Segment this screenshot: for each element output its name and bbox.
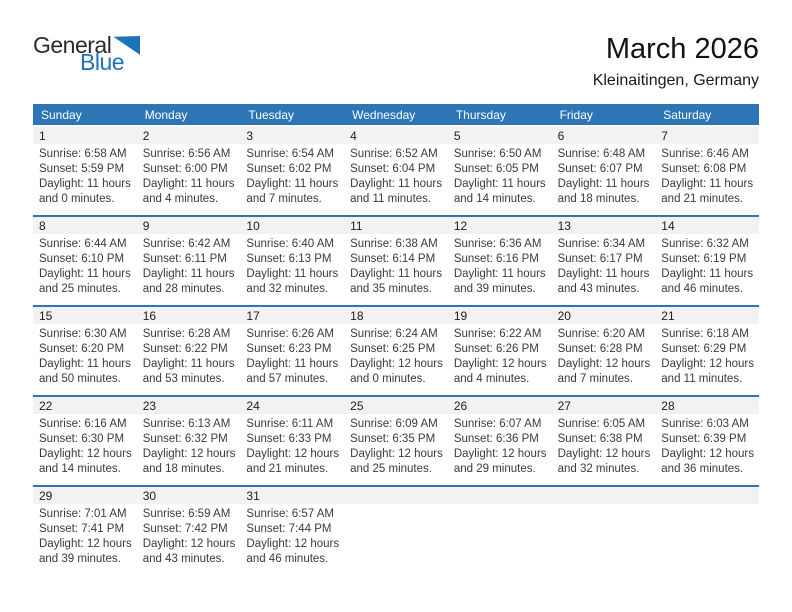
day-cell bbox=[552, 217, 656, 305]
sunrise-text: Sunrise: 6:22 AM bbox=[453, 328, 542, 340]
sunset-text: Sunset: 6:11 PM bbox=[142, 253, 227, 265]
day-cell bbox=[137, 397, 241, 485]
daylight-text-line2: and 29 minutes. bbox=[453, 463, 536, 475]
day-details bbox=[655, 234, 759, 305]
day-number: 23 bbox=[137, 397, 241, 414]
empty-day-cell bbox=[552, 487, 656, 575]
title-block bbox=[593, 34, 759, 90]
daylight-text-line1: Daylight: 11 hours bbox=[39, 178, 131, 190]
day-cell bbox=[33, 487, 137, 575]
daylight-text-line1: Daylight: 12 hours bbox=[142, 538, 236, 550]
week-row bbox=[33, 127, 759, 215]
day-details bbox=[137, 504, 241, 575]
sunset-text: Sunset: 6:19 PM bbox=[661, 253, 747, 265]
daylight-text-line2: and 39 minutes. bbox=[453, 283, 536, 295]
daylight-text-line1: Daylight: 11 hours bbox=[453, 178, 546, 190]
daylight-text-line2: and 7 minutes. bbox=[246, 193, 322, 205]
sunset-text: Sunset: 6:00 PM bbox=[142, 163, 228, 175]
day-details bbox=[448, 414, 552, 485]
sunset-text: Sunset: 7:44 PM bbox=[246, 523, 332, 535]
sunrise-text: Sunrise: 6:05 AM bbox=[557, 418, 646, 430]
day-details bbox=[552, 324, 656, 395]
day-details bbox=[448, 504, 552, 515]
daylight-text-line2: and 11 minutes. bbox=[350, 193, 432, 205]
sunset-text: Sunset: 6:38 PM bbox=[557, 433, 643, 445]
daylight-text-line2: and 39 minutes. bbox=[39, 553, 121, 565]
day-cell bbox=[448, 217, 552, 305]
day-details bbox=[552, 414, 656, 485]
daylight-text-line2: and 18 minutes. bbox=[142, 463, 225, 475]
day-number: 9 bbox=[137, 217, 241, 234]
weekday-header-tuesday: Tuesday bbox=[248, 107, 295, 122]
week-row bbox=[33, 215, 759, 305]
day-number bbox=[448, 487, 552, 504]
daylight-text-line1: Daylight: 12 hours bbox=[557, 358, 651, 370]
weekday-header-friday: Friday bbox=[559, 107, 593, 122]
day-number bbox=[552, 487, 656, 504]
day-number: 20 bbox=[552, 307, 656, 324]
daylight-text-line1: Daylight: 11 hours bbox=[661, 268, 754, 280]
daylight-text-line2: and 36 minutes. bbox=[661, 463, 744, 475]
sunrise-text: Sunrise: 6:07 AM bbox=[453, 418, 542, 430]
sunrise-text: Sunrise: 6:40 AM bbox=[246, 238, 334, 250]
day-cell bbox=[344, 307, 448, 395]
logo-text-general: General bbox=[33, 32, 112, 58]
daylight-text-line1: Daylight: 11 hours bbox=[350, 268, 442, 280]
daylight-text-line2: and 57 minutes. bbox=[246, 373, 329, 385]
daylight-text-line2: and 32 minutes. bbox=[246, 283, 329, 295]
calendar-table bbox=[33, 104, 759, 575]
day-number: 14 bbox=[655, 217, 759, 234]
day-details bbox=[655, 324, 759, 395]
day-cell bbox=[655, 217, 759, 305]
sunrise-text: Sunrise: 6:32 AM bbox=[661, 238, 749, 250]
day-cell bbox=[448, 127, 552, 215]
day-number: 1 bbox=[33, 127, 137, 144]
day-details bbox=[240, 504, 344, 575]
day-cell bbox=[33, 307, 137, 395]
general-blue-logo bbox=[33, 34, 140, 74]
day-cell bbox=[137, 217, 241, 305]
weekday-header-thursday: Thursday bbox=[455, 107, 506, 122]
day-cell bbox=[240, 397, 344, 485]
day-cell bbox=[552, 307, 656, 395]
day-number: 10 bbox=[240, 217, 344, 234]
day-number: 8 bbox=[33, 217, 137, 234]
sunset-text: Sunset: 6:36 PM bbox=[453, 433, 539, 445]
sunrise-text: Sunrise: 6:18 AM bbox=[661, 328, 749, 340]
day-number: 12 bbox=[448, 217, 552, 234]
daylight-text-line1: Daylight: 12 hours bbox=[350, 448, 443, 460]
daylight-text-line2: and 25 minutes. bbox=[350, 463, 432, 475]
daylight-text-line1: Daylight: 12 hours bbox=[246, 448, 340, 460]
weekday-header-sunday: Sunday bbox=[41, 107, 82, 122]
day-details bbox=[137, 234, 241, 305]
daylight-text-line1: Daylight: 11 hours bbox=[246, 268, 339, 280]
day-cell bbox=[33, 127, 137, 215]
day-cell bbox=[137, 127, 241, 215]
day-details bbox=[344, 504, 448, 515]
day-cell bbox=[240, 217, 344, 305]
day-cell bbox=[655, 127, 759, 215]
sunrise-text: Sunrise: 7:01 AM bbox=[39, 508, 127, 520]
sunset-text: Sunset: 6:23 PM bbox=[246, 343, 332, 355]
week-row bbox=[33, 305, 759, 395]
sunset-text: Sunset: 6:05 PM bbox=[453, 163, 539, 175]
day-number: 19 bbox=[448, 307, 552, 324]
empty-day-cell bbox=[655, 487, 759, 575]
day-number: 17 bbox=[240, 307, 344, 324]
day-details bbox=[552, 144, 656, 215]
day-cell bbox=[552, 397, 656, 485]
sunset-text: Sunset: 6:30 PM bbox=[39, 433, 125, 445]
sunset-text: Sunset: 6:04 PM bbox=[350, 163, 436, 175]
daylight-text-line1: Daylight: 11 hours bbox=[557, 178, 650, 190]
sunset-text: Sunset: 5:59 PM bbox=[39, 163, 125, 175]
daylight-text-line1: Daylight: 11 hours bbox=[142, 358, 235, 370]
day-number: 31 bbox=[240, 487, 344, 504]
sunset-text: Sunset: 7:41 PM bbox=[39, 523, 125, 535]
daylight-text-line1: Daylight: 11 hours bbox=[557, 268, 650, 280]
sunset-text: Sunset: 6:26 PM bbox=[453, 343, 539, 355]
day-details bbox=[240, 234, 344, 305]
day-number: 25 bbox=[344, 397, 448, 414]
daylight-text-line2: and 21 minutes. bbox=[246, 463, 329, 475]
day-cell bbox=[655, 397, 759, 485]
daylight-text-line2: and 0 minutes. bbox=[39, 193, 115, 205]
day-details bbox=[33, 234, 137, 305]
day-cell bbox=[240, 487, 344, 575]
day-details bbox=[33, 414, 137, 485]
sunset-text: Sunset: 6:35 PM bbox=[350, 433, 436, 445]
day-number: 22 bbox=[33, 397, 137, 414]
day-details bbox=[344, 414, 448, 485]
day-number: 29 bbox=[33, 487, 137, 504]
month-title: March 2026 bbox=[605, 33, 759, 65]
day-details bbox=[137, 324, 241, 395]
day-cell bbox=[655, 307, 759, 395]
day-number bbox=[344, 487, 448, 504]
daylight-text-line1: Daylight: 11 hours bbox=[350, 178, 442, 190]
daylight-text-line2: and 4 minutes. bbox=[453, 373, 530, 385]
day-details bbox=[33, 144, 137, 215]
day-number: 26 bbox=[448, 397, 552, 414]
sunrise-text: Sunrise: 6:13 AM bbox=[142, 418, 231, 430]
sunset-text: Sunset: 6:16 PM bbox=[453, 253, 539, 265]
sunrise-text: Sunrise: 6:26 AM bbox=[246, 328, 334, 340]
day-number: 11 bbox=[344, 217, 448, 234]
sunrise-text: Sunrise: 6:16 AM bbox=[39, 418, 127, 430]
day-cell bbox=[344, 397, 448, 485]
day-cell bbox=[344, 217, 448, 305]
day-cell bbox=[240, 127, 344, 215]
sunset-text: Sunset: 6:33 PM bbox=[246, 433, 332, 445]
day-details bbox=[448, 324, 552, 395]
daylight-text-line1: Daylight: 12 hours bbox=[350, 358, 443, 370]
daylight-text-line2: and 0 minutes. bbox=[350, 373, 426, 385]
day-cell bbox=[344, 127, 448, 215]
daylight-text-line2: and 25 minutes. bbox=[39, 283, 121, 295]
sunrise-text: Sunrise: 6:03 AM bbox=[661, 418, 749, 430]
day-cell bbox=[33, 397, 137, 485]
daylight-text-line2: and 50 minutes. bbox=[39, 373, 121, 385]
daylight-text-line1: Daylight: 11 hours bbox=[142, 178, 235, 190]
sunrise-text: Sunrise: 6:20 AM bbox=[557, 328, 646, 340]
sunrise-text: Sunrise: 6:38 AM bbox=[350, 238, 438, 250]
day-cell bbox=[448, 397, 552, 485]
daylight-text-line2: and 11 minutes. bbox=[661, 373, 743, 385]
sunrise-text: Sunrise: 6:57 AM bbox=[246, 508, 334, 520]
daylight-text-line2: and 53 minutes. bbox=[142, 373, 225, 385]
sunset-text: Sunset: 6:13 PM bbox=[246, 253, 332, 265]
daylight-text-line2: and 43 minutes. bbox=[142, 553, 225, 565]
sunset-text: Sunset: 7:42 PM bbox=[142, 523, 228, 535]
sunset-text: Sunset: 6:07 PM bbox=[557, 163, 643, 175]
sunset-text: Sunset: 6:39 PM bbox=[661, 433, 747, 445]
day-details bbox=[137, 144, 241, 215]
day-details bbox=[448, 144, 552, 215]
sunset-text: Sunset: 6:08 PM bbox=[661, 163, 747, 175]
daylight-text-line2: and 46 minutes. bbox=[246, 553, 329, 565]
sunrise-text: Sunrise: 6:52 AM bbox=[350, 148, 438, 160]
daylight-text-line1: Daylight: 12 hours bbox=[661, 358, 754, 370]
daylight-text-line2: and 14 minutes. bbox=[39, 463, 121, 475]
day-number: 7 bbox=[655, 127, 759, 144]
day-number: 21 bbox=[655, 307, 759, 324]
day-cell bbox=[552, 127, 656, 215]
daylight-text-line2: and 28 minutes. bbox=[142, 283, 225, 295]
sunrise-text: Sunrise: 6:48 AM bbox=[557, 148, 646, 160]
daylight-text-line1: Daylight: 12 hours bbox=[661, 448, 754, 460]
day-details bbox=[240, 324, 344, 395]
week-row bbox=[33, 395, 759, 485]
sunrise-text: Sunrise: 6:28 AM bbox=[142, 328, 231, 340]
day-details bbox=[33, 324, 137, 395]
empty-day-cell bbox=[344, 487, 448, 575]
day-number: 6 bbox=[552, 127, 656, 144]
day-number: 27 bbox=[552, 397, 656, 414]
day-details bbox=[344, 144, 448, 215]
page-header bbox=[33, 34, 759, 90]
daylight-text-line1: Daylight: 11 hours bbox=[453, 268, 546, 280]
sunrise-text: Sunrise: 6:34 AM bbox=[557, 238, 646, 250]
day-cell bbox=[33, 217, 137, 305]
location-subtitle: Kleinaitingen, Germany bbox=[592, 72, 759, 90]
sunrise-text: Sunrise: 6:54 AM bbox=[246, 148, 334, 160]
daylight-text-line2: and 14 minutes. bbox=[453, 193, 536, 205]
sunset-text: Sunset: 6:17 PM bbox=[557, 253, 643, 265]
day-details bbox=[240, 144, 344, 215]
daylight-text-line2: and 35 minutes. bbox=[350, 283, 432, 295]
day-number: 15 bbox=[33, 307, 137, 324]
day-details bbox=[552, 504, 656, 515]
sunrise-text: Sunrise: 6:11 AM bbox=[246, 418, 334, 430]
logo-text-blue: Blue bbox=[80, 49, 125, 75]
day-number: 3 bbox=[240, 127, 344, 144]
day-details bbox=[344, 324, 448, 395]
day-number: 2 bbox=[137, 127, 241, 144]
day-details bbox=[240, 414, 344, 485]
day-details bbox=[448, 234, 552, 305]
daylight-text-line1: Daylight: 12 hours bbox=[453, 358, 547, 370]
day-number: 5 bbox=[448, 127, 552, 144]
sunrise-text: Sunrise: 6:56 AM bbox=[142, 148, 231, 160]
sunset-text: Sunset: 6:28 PM bbox=[557, 343, 643, 355]
sunset-text: Sunset: 6:29 PM bbox=[661, 343, 747, 355]
weekday-header-row bbox=[33, 104, 759, 125]
daylight-text-line1: Daylight: 12 hours bbox=[142, 448, 236, 460]
day-details bbox=[655, 144, 759, 215]
day-number: 13 bbox=[552, 217, 656, 234]
day-cell bbox=[137, 307, 241, 395]
sunrise-text: Sunrise: 6:58 AM bbox=[39, 148, 127, 160]
daylight-text-line1: Daylight: 12 hours bbox=[246, 538, 340, 550]
sunrise-text: Sunrise: 6:24 AM bbox=[350, 328, 438, 340]
daylight-text-line2: and 21 minutes. bbox=[661, 193, 744, 205]
weekday-header-monday: Monday bbox=[144, 107, 188, 122]
daylight-text-line2: and 18 minutes. bbox=[557, 193, 640, 205]
day-number: 16 bbox=[137, 307, 241, 324]
sunrise-text: Sunrise: 6:59 AM bbox=[142, 508, 231, 520]
day-details bbox=[33, 504, 137, 575]
day-cell bbox=[240, 307, 344, 395]
daylight-text-line1: Daylight: 11 hours bbox=[39, 268, 131, 280]
sunset-text: Sunset: 6:32 PM bbox=[142, 433, 228, 445]
sunrise-text: Sunrise: 6:36 AM bbox=[453, 238, 542, 250]
day-details bbox=[655, 504, 759, 515]
daylight-text-line1: Daylight: 11 hours bbox=[246, 358, 339, 370]
daylight-text-line2: and 7 minutes. bbox=[557, 373, 633, 385]
sunset-text: Sunset: 6:14 PM bbox=[350, 253, 436, 265]
sunset-text: Sunset: 6:02 PM bbox=[246, 163, 332, 175]
daylight-text-line1: Daylight: 12 hours bbox=[39, 538, 132, 550]
sunrise-text: Sunrise: 6:30 AM bbox=[39, 328, 127, 340]
day-details bbox=[344, 234, 448, 305]
sunrise-text: Sunrise: 6:50 AM bbox=[453, 148, 542, 160]
day-number: 24 bbox=[240, 397, 344, 414]
daylight-text-line1: Daylight: 12 hours bbox=[39, 448, 132, 460]
day-number: 18 bbox=[344, 307, 448, 324]
day-number bbox=[655, 487, 759, 504]
daylight-text-line2: and 43 minutes. bbox=[557, 283, 640, 295]
day-number: 4 bbox=[344, 127, 448, 144]
sunset-text: Sunset: 6:20 PM bbox=[39, 343, 125, 355]
sunrise-text: Sunrise: 6:46 AM bbox=[661, 148, 749, 160]
empty-day-cell bbox=[448, 487, 552, 575]
sunset-text: Sunset: 6:22 PM bbox=[142, 343, 228, 355]
daylight-text-line2: and 46 minutes. bbox=[661, 283, 744, 295]
sunset-text: Sunset: 6:10 PM bbox=[39, 253, 125, 265]
calendar-body bbox=[33, 127, 759, 575]
week-row bbox=[33, 485, 759, 575]
day-cell bbox=[448, 307, 552, 395]
daylight-text-line1: Daylight: 12 hours bbox=[557, 448, 651, 460]
daylight-text-line1: Daylight: 11 hours bbox=[246, 178, 339, 190]
daylight-text-line2: and 32 minutes. bbox=[557, 463, 640, 475]
day-details bbox=[552, 234, 656, 305]
sunrise-text: Sunrise: 6:09 AM bbox=[350, 418, 438, 430]
daylight-text-line1: Daylight: 12 hours bbox=[453, 448, 547, 460]
sunrise-text: Sunrise: 6:42 AM bbox=[142, 238, 231, 250]
day-cell bbox=[137, 487, 241, 575]
weekday-header-wednesday: Wednesday bbox=[352, 107, 416, 122]
weekday-header-saturday: Saturday bbox=[663, 107, 712, 122]
sunset-text: Sunset: 6:25 PM bbox=[350, 343, 436, 355]
daylight-text-line1: Daylight: 11 hours bbox=[142, 268, 235, 280]
daylight-text-line1: Daylight: 11 hours bbox=[39, 358, 131, 370]
day-number: 28 bbox=[655, 397, 759, 414]
day-number: 30 bbox=[137, 487, 241, 504]
daylight-text-line1: Daylight: 11 hours bbox=[661, 178, 754, 190]
sunrise-text: Sunrise: 6:44 AM bbox=[39, 238, 127, 250]
day-details bbox=[655, 414, 759, 485]
daylight-text-line2: and 4 minutes. bbox=[142, 193, 219, 205]
day-details bbox=[137, 414, 241, 485]
